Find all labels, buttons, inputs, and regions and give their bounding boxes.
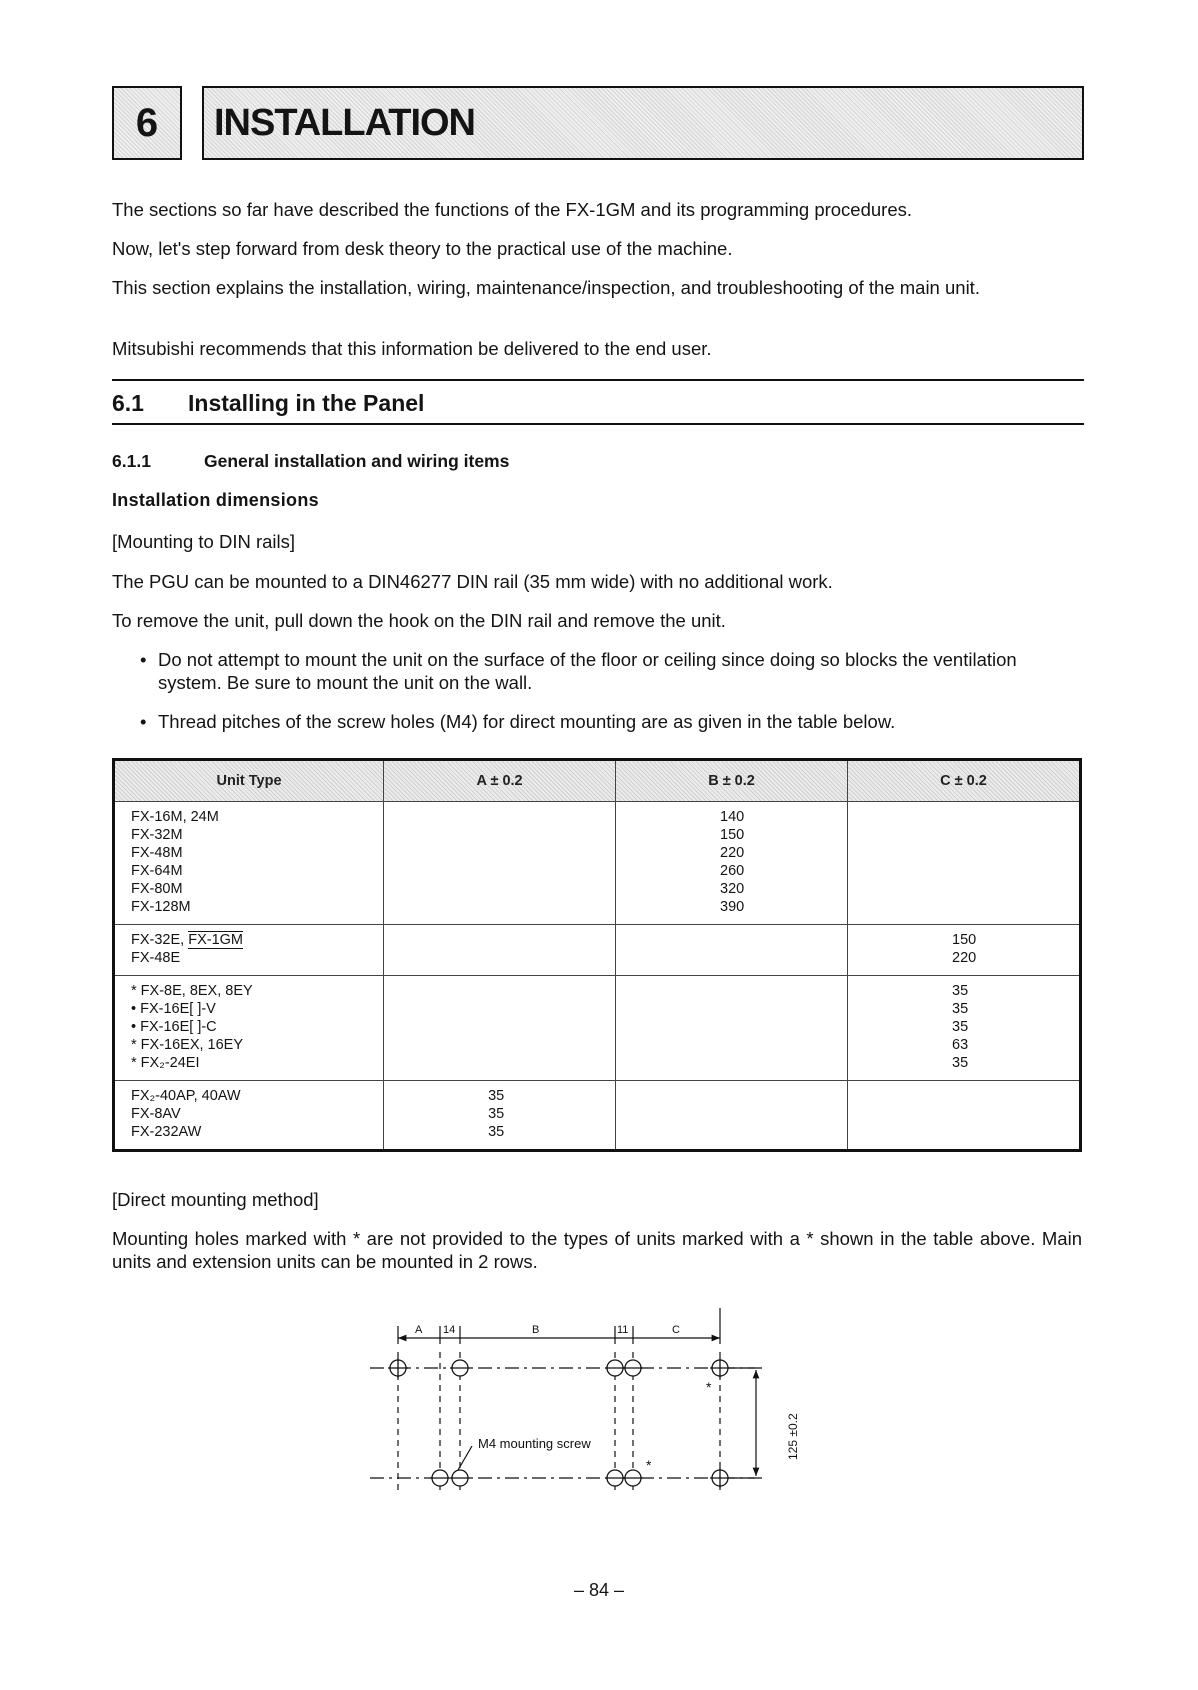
section-title-text: Installing in the Panel: [188, 390, 425, 416]
c-value: 35: [952, 983, 969, 999]
intro-paragraph-2: Now, let's step forward from desk theory to the practical use of the machine.: [112, 238, 733, 259]
section-number: 6.1: [112, 390, 144, 416]
header-a: A ± 0.2: [384, 760, 616, 802]
unit-name: FX-64M: [131, 863, 183, 879]
unit-name: FX-32M: [131, 827, 183, 843]
unit-name: * FX-16EX, 16EY: [131, 1037, 244, 1053]
c-value: 63: [952, 1037, 969, 1053]
section-title: [112, 390, 424, 417]
unit-name: • FX-16E[ ]-V: [131, 1001, 216, 1017]
bullet-text: Do not attempt to mount the unit on the surface of the floor or ceiling since doing so blocks the ventilation system. Be sure to mount the unit on the wall.: [158, 649, 1017, 693]
din-paragraph-1: The PGU can be mounted to a DIN46277 DIN rail (35 mm wide) with no additional work.: [112, 571, 833, 592]
c-value: 35: [952, 1019, 969, 1035]
bullet-text: Thread pitches of the screw holes (M4) for direct mounting are as given in the table below.: [158, 711, 896, 732]
subsection-title-text: General installation and wiring items: [204, 451, 510, 471]
unit-name: [131, 931, 383, 949]
screw-label: M4 mounting screw: [478, 1436, 591, 1451]
chapter-title: INSTALLATION: [214, 101, 475, 144]
b-cell: [616, 1081, 848, 1151]
unit-name: FX-48E: [131, 950, 181, 966]
a-cell: [384, 925, 616, 976]
b-value: 320: [720, 881, 745, 897]
direct-mounting-heading: [Direct mounting method]: [112, 1189, 319, 1210]
chapter-number: 6: [135, 100, 159, 145]
a-cell: [384, 976, 616, 1081]
bullet-glyph: •: [140, 649, 147, 670]
dim-label-a: A: [415, 1324, 423, 1336]
bullet-glyph: •: [140, 711, 147, 732]
mount-hole-top-left: [388, 1358, 408, 1378]
unit-name: • FX-16E[ ]-C: [131, 1019, 217, 1035]
page-number: – 84 –: [573, 1580, 625, 1600]
c-cell: [848, 802, 1081, 925]
table-row: [114, 976, 1081, 1081]
b-cell: [616, 976, 848, 1081]
unit-type-cell: [114, 802, 384, 925]
unit-type-cell: [114, 1081, 384, 1151]
thread-pitch-table: [112, 758, 1082, 1152]
table-row: [114, 925, 1081, 976]
dim-label-c: C: [672, 1324, 680, 1336]
a-value: 35: [488, 1106, 505, 1122]
b-value: 150: [720, 827, 745, 843]
vertical-dim-label: 125 ±0.2: [786, 1413, 800, 1460]
table-row: [114, 802, 1081, 925]
unit-name: FX₂-40AP, 40AW: [131, 1088, 241, 1104]
mount-hole-bottom: [623, 1470, 643, 1486]
unit-name: FX-16M, 24M: [131, 809, 219, 825]
c-value: 35: [952, 1055, 969, 1071]
highlighted-unit-name: FX-1GM: [188, 932, 243, 948]
subsection-title: [112, 451, 509, 472]
mount-hole-top: [605, 1360, 625, 1376]
mount-hole-bottom-right: [710, 1468, 730, 1488]
a-value: 35: [488, 1088, 505, 1104]
header-unit-type: Unit Type: [114, 760, 384, 802]
installation-dimensions-heading: Installation dimensions: [112, 490, 319, 510]
table-row: [114, 1081, 1081, 1151]
a-cell: [384, 1081, 616, 1151]
intro-paragraph-3: This section explains the installation, wiring, maintenance/inspection, and troubleshooting of the main unit.: [112, 277, 980, 298]
dim-label-14: 14: [443, 1324, 456, 1336]
a-value: 35: [488, 1124, 505, 1140]
b-cell: [616, 925, 848, 976]
b-value: 220: [720, 845, 745, 861]
mount-hole-bottom: [430, 1470, 450, 1486]
bullet-item-2: [138, 710, 1078, 733]
unit-name: * FX-8E, 8EX, 8EY: [131, 983, 253, 999]
unit-name: FX-80M: [131, 881, 183, 897]
unit-name: FX-128M: [131, 899, 191, 915]
section-rule-top: [112, 379, 1084, 381]
unit-name: FX-8AV: [131, 1106, 181, 1122]
chapter-title-box: [202, 86, 1084, 160]
dim-label-11: 11: [617, 1324, 629, 1336]
header-b: B ± 0.2: [616, 760, 848, 802]
c-cell: [848, 925, 1081, 976]
c-value: 220: [952, 950, 977, 966]
unit-type-cell: [114, 976, 384, 1081]
direct-mounting-paragraph: Mounting holes marked with * are not provided to the types of units marked with a * shown in the table above. Main units and extension units can be mounted in 2 rows.: [112, 1228, 1082, 1272]
unit-name: * FX₂-24EI: [131, 1055, 200, 1071]
unit-name: FX-48M: [131, 845, 183, 861]
mount-hole-top-right: [710, 1358, 730, 1378]
mounting-hole-diagram: [360, 1300, 820, 1510]
bullet-item-1: [138, 648, 1078, 694]
din-heading: [Mounting to DIN rails]: [112, 531, 296, 552]
subsection-number: 6.1.1: [112, 451, 151, 471]
c-value: 35: [952, 1001, 969, 1017]
mount-hole-bottom: [605, 1470, 625, 1486]
unit-type-cell: [114, 925, 384, 976]
screw-leader-line: [458, 1446, 472, 1470]
mount-hole-bottom: [450, 1470, 470, 1486]
dim-label-b: B: [532, 1324, 540, 1336]
section-rule-bottom: [112, 423, 1084, 425]
intro-paragraph-1: The sections so far have described the functions of the FX-1GM and its programming procedures.: [112, 199, 913, 220]
table-header-row: [114, 760, 1081, 802]
mount-hole-top: [623, 1360, 643, 1376]
b-value: 390: [720, 899, 745, 915]
c-value: 150: [952, 932, 977, 948]
header-c: C ± 0.2: [848, 760, 1081, 802]
unit-name: FX-232AW: [131, 1124, 202, 1140]
b-value: 140: [720, 809, 745, 825]
mount-hole-top: [450, 1360, 470, 1376]
star-mark: *: [706, 1379, 712, 1395]
unit-name-part: FX-32E,: [131, 932, 189, 948]
a-cell: [384, 802, 616, 925]
b-cell: [616, 802, 848, 925]
c-cell: [848, 976, 1081, 1081]
din-paragraph-2: To remove the unit, pull down the hook on the DIN rail and remove the unit.: [112, 610, 726, 631]
b-value: 260: [720, 863, 745, 879]
c-cell: [848, 1081, 1081, 1151]
star-mark: *: [646, 1457, 652, 1473]
chapter-number-box: [112, 86, 182, 160]
intro-paragraph-4: Mitsubishi recommends that this information be delivered to the end user.: [112, 338, 712, 359]
